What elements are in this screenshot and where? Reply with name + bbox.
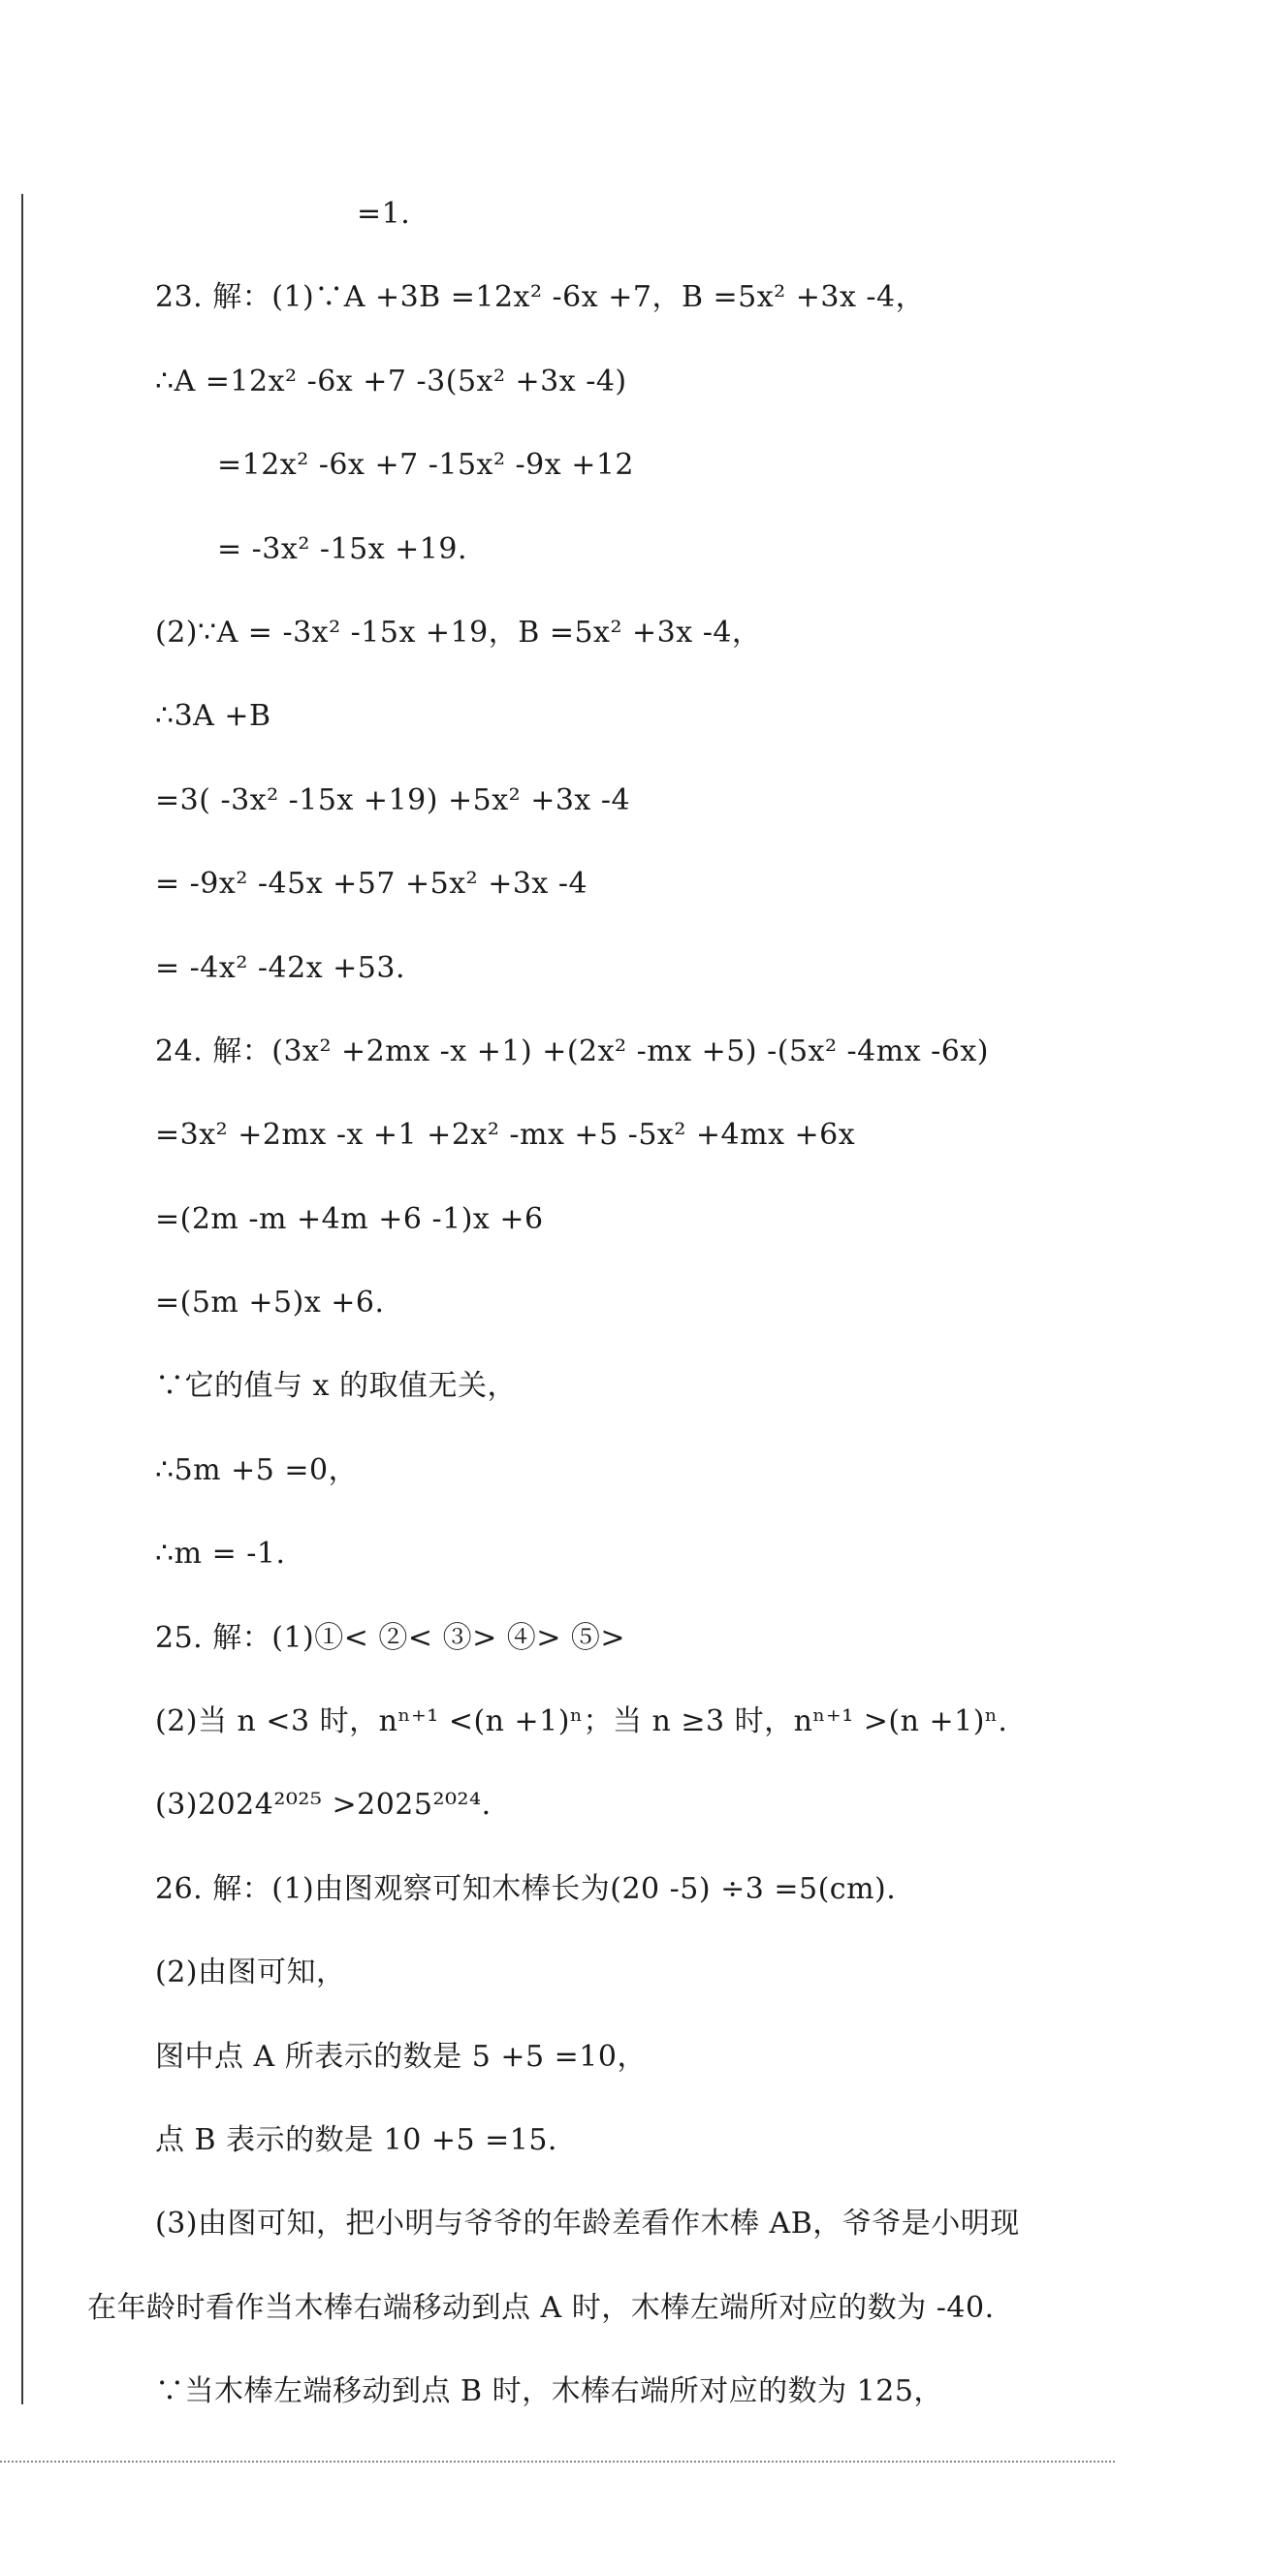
text-line: =1. — [357, 197, 411, 231]
text-line: 在年龄时看作当木棒右端移动到点 A 时，木棒左端所对应的数为 -40. — [87, 2290, 995, 2325]
text-line: 26. 解：(1)由图观察可知木棒长为(20 -5) ÷3 =5(cm). — [155, 1871, 897, 1906]
text-line: ∵当木棒左端移动到点 B 时，木棒右端所对应的数为 125， — [155, 2374, 943, 2409]
text-line: =3( -3x² -15x +19) +5x² +3x -4 — [155, 782, 631, 817]
text-line: ∵它的值与 x 的取值无关， — [155, 1369, 517, 1404]
left-margin-rule — [21, 194, 23, 2404]
text-line: ∴5m +5 =0， — [155, 1452, 359, 1487]
text-line: =(5m +5)x +6. — [155, 1286, 385, 1320]
text-line: (2)由图可知， — [155, 1956, 346, 1990]
solution-text — [87, 186, 1125, 2448]
text-line: ∴3A +B — [155, 699, 271, 734]
text-line: =(2m -m +4m +6 -1)x +6 — [155, 1201, 544, 1236]
text-line: 点 B 表示的数是 10 +5 =15. — [155, 2122, 557, 2157]
text-line: =12x² -6x +7 -15x² -9x +12 — [217, 448, 635, 483]
text-line: (3)由图可知，把小明与爷爷的年龄差看作木棒 AB，爷爷是小明现 — [155, 2207, 1020, 2242]
text-line: 23. 解：(1)∵A +3B =12x² -6x +7，B =5x² +3x -4， — [155, 280, 926, 315]
text-line: = -9x² -45x +57 +5x² +3x -4 — [155, 867, 588, 902]
text-line: = -3x² -15x +19. — [217, 531, 467, 566]
text-line: = -4x² -42x +53. — [155, 950, 405, 985]
text-line: ∴m = -1. — [155, 1537, 286, 1572]
text-line: ∴A =12x² -6x +7 -3(5x² +3x -4) — [155, 364, 627, 398]
text-line: 图中点 A 所表示的数是 5 +5 =10， — [155, 2039, 647, 2074]
text-line: (2)当 n <3 时，nⁿ⁺¹ <(n +1)ⁿ；当 n ≥3 时，nⁿ⁺¹ >(n +1)ⁿ. — [155, 1704, 1008, 1739]
text-line: 25. 解：(1)①< ②< ③> ④> ⑤> — [155, 1620, 626, 1655]
text-line: =3x² +2mx -x +1 +2x² -mx +5 -5x² +4mx +6x — [155, 1118, 856, 1153]
text-line: (3)2024²⁰²⁵ >2025²⁰²⁴. — [155, 1788, 492, 1823]
text-line: 24. 解：(3x² +2mx -x +1) +(2x² -mx +5) -(5x² -4mx -6x) — [155, 1034, 989, 1068]
text-line: (2)∵A = -3x² -15x +19，B =5x² +3x -4， — [155, 615, 762, 650]
bottom-dotted-separator — [0, 2461, 1115, 2463]
